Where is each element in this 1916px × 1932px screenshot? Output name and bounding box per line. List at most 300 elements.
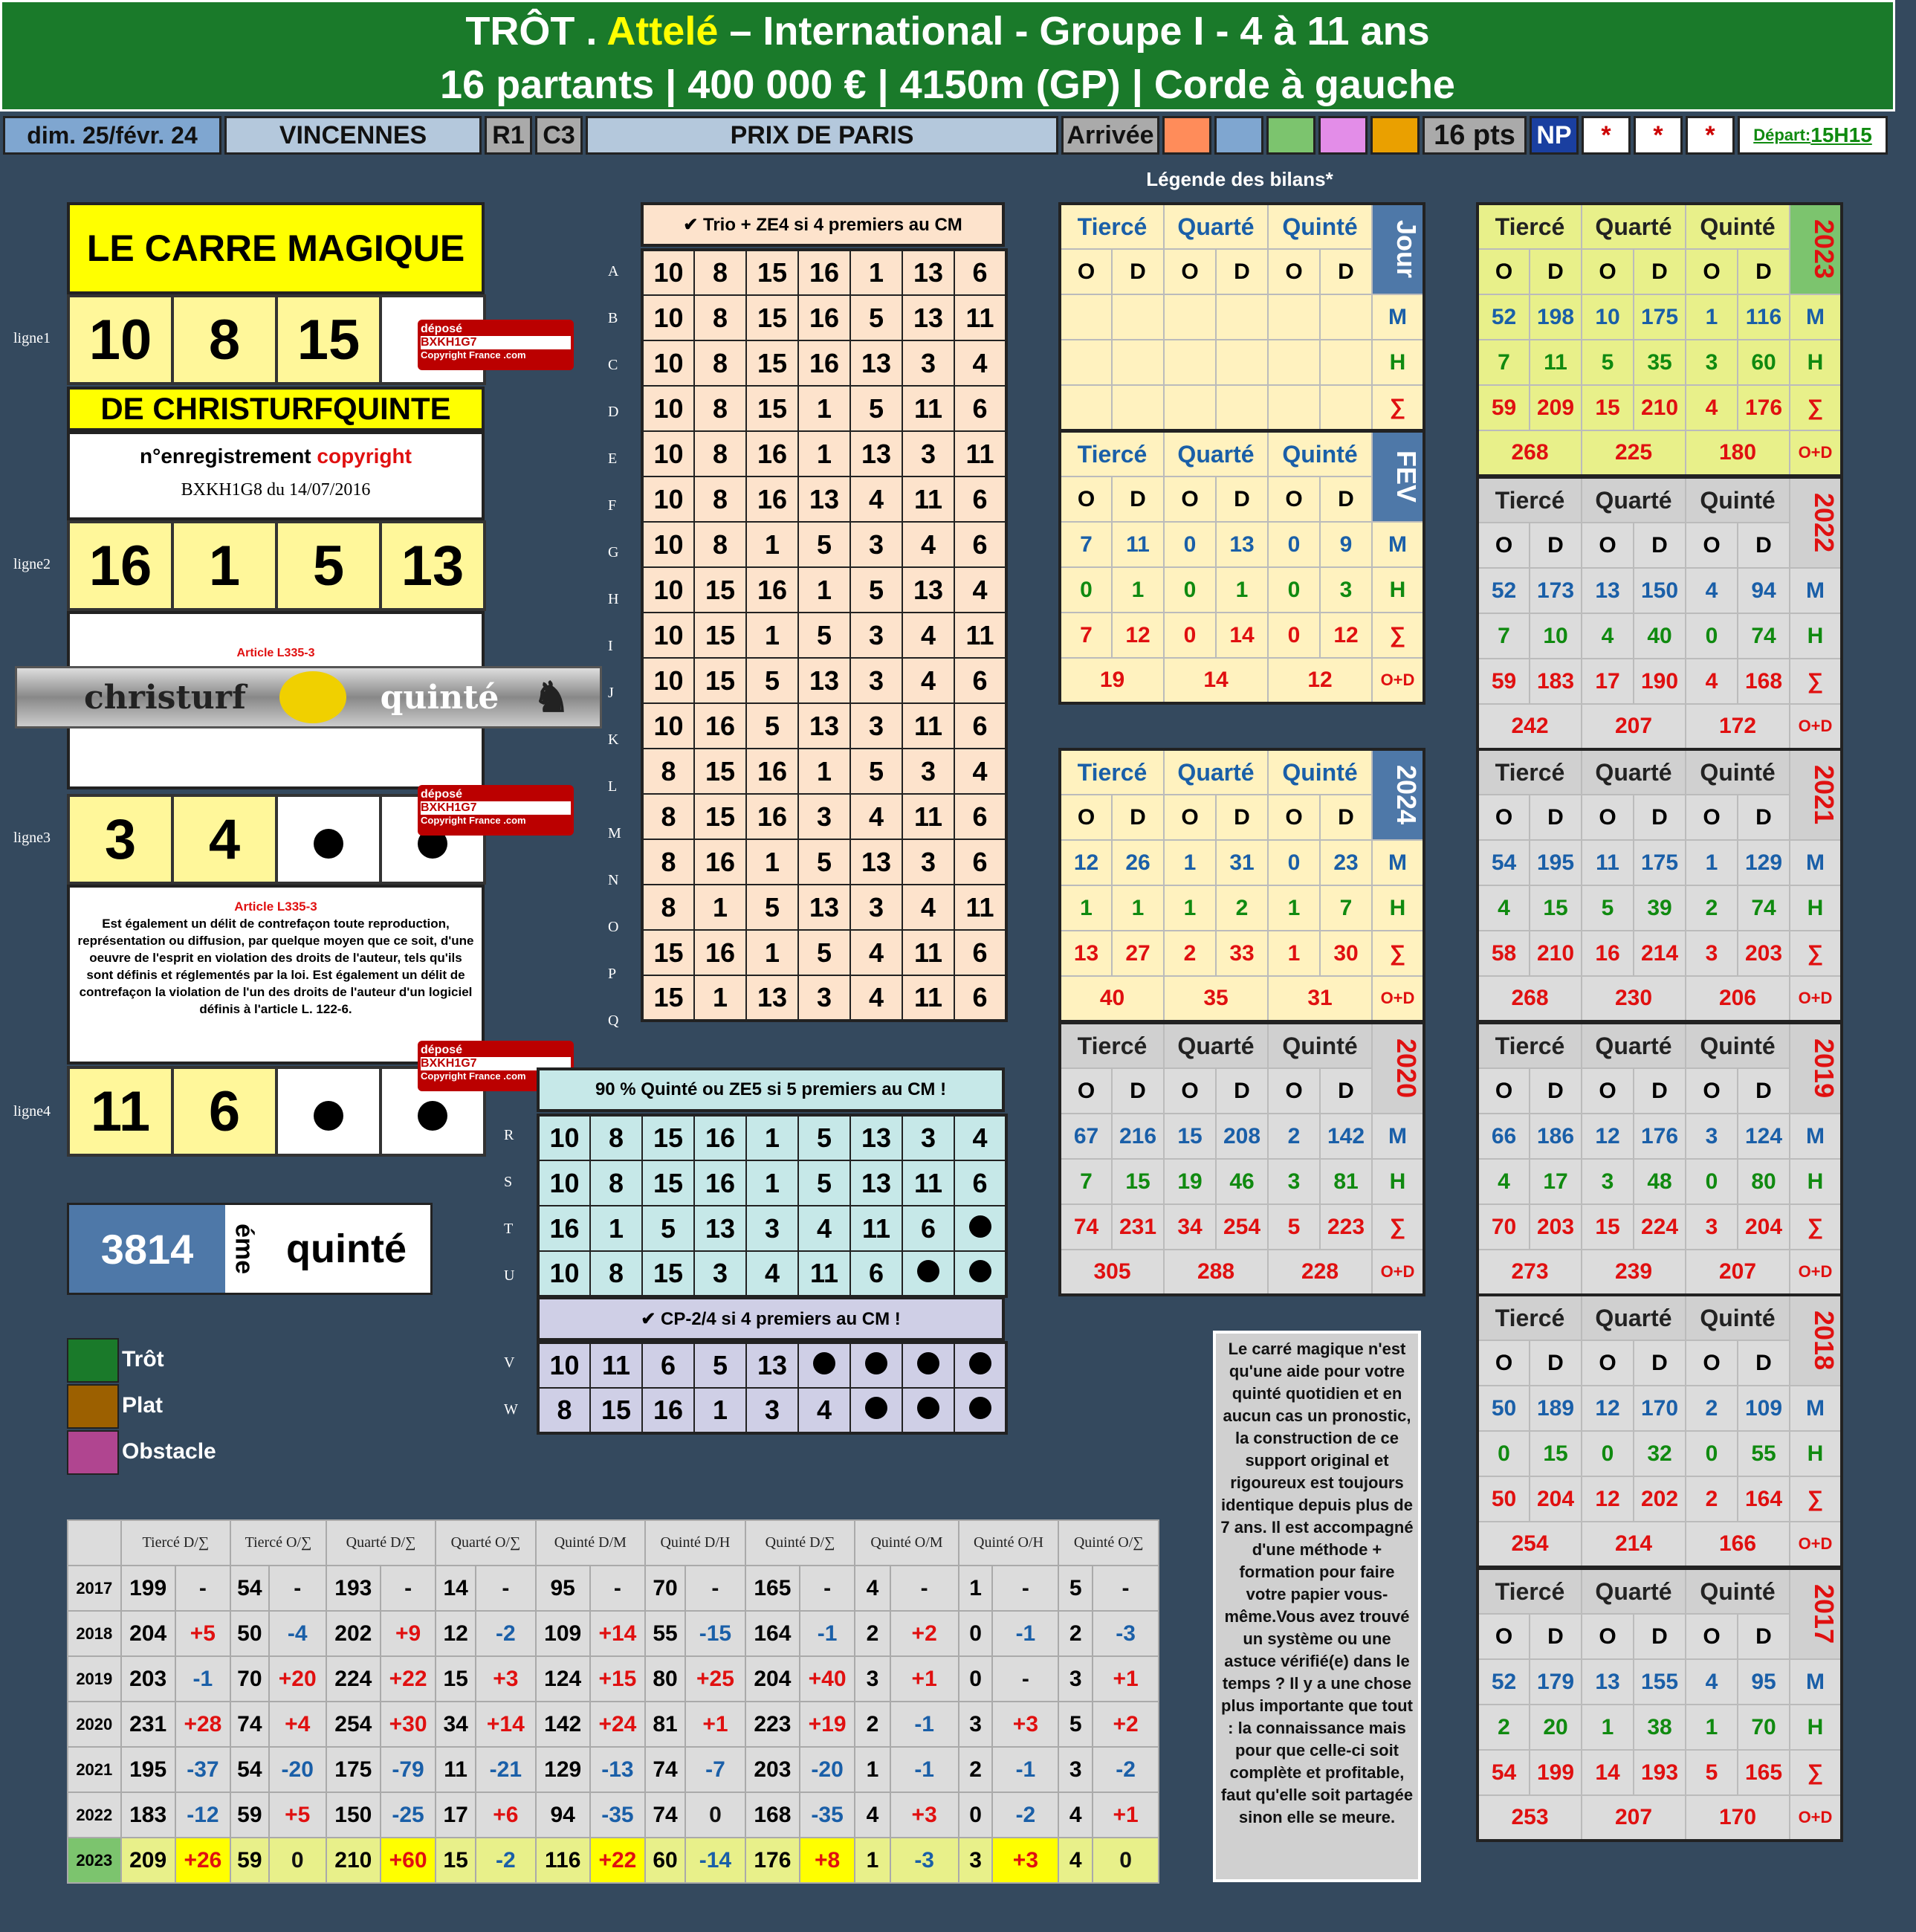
- table-cell: 11: [902, 386, 954, 431]
- od-cell: O: [1686, 1614, 1738, 1659]
- race-category: – International - Groupe I - 4 à 11 ans: [729, 9, 1430, 54]
- table-cell: 3: [902, 749, 954, 794]
- bilan-row-label: O+D: [1790, 976, 1842, 1021]
- bilan-value: [1112, 340, 1164, 385]
- stats-value: 175: [326, 1747, 381, 1792]
- bilan-total: 239: [1582, 1250, 1686, 1295]
- table-cell: 3: [798, 794, 850, 839]
- bilan-value: 1: [1060, 885, 1112, 931]
- stats-value: -4: [269, 1611, 326, 1656]
- dot-icon: [917, 1260, 939, 1282]
- bilan-value: 210: [1530, 931, 1582, 976]
- bilan-value: 129: [1738, 840, 1790, 885]
- bilan-value: 176: [1634, 1114, 1686, 1159]
- table-cell: 15: [746, 295, 798, 340]
- stats-value: -12: [175, 1792, 230, 1838]
- stats-value: 1: [855, 1747, 890, 1792]
- bilan-value: 4: [1478, 885, 1530, 931]
- bilan-row-label: ∑: [1372, 1204, 1424, 1250]
- bilan-value: 52: [1478, 294, 1530, 340]
- bilan-value: 7: [1060, 1159, 1112, 1204]
- count-suffix: éme: [230, 1223, 259, 1275]
- od-cell: O: [1686, 1340, 1738, 1386]
- table-cell: 5: [746, 658, 798, 703]
- bilan-head: Quarté: [1582, 1568, 1686, 1614]
- stats-value: +26: [175, 1838, 230, 1883]
- stats-value: -13: [590, 1747, 645, 1792]
- bilan-value: 2: [1686, 1386, 1738, 1431]
- stamp-top: déposé: [421, 323, 463, 335]
- bilan-value: 9: [1320, 522, 1372, 567]
- table-cell: [902, 1343, 954, 1388]
- ligne2-label: ligne2: [13, 556, 51, 572]
- stats-value: 0: [959, 1611, 993, 1656]
- bilan-value: [1268, 340, 1320, 385]
- table-cell: 15: [746, 340, 798, 386]
- table-cell: 4: [850, 476, 902, 522]
- table-cell: 5: [850, 567, 902, 613]
- stats-value: -: [1093, 1566, 1159, 1611]
- bilan-row-label: H: [1372, 1159, 1424, 1204]
- bilan-value: 59: [1478, 659, 1530, 704]
- stats-value: 150: [326, 1792, 381, 1838]
- table-cell: 16: [694, 1160, 746, 1206]
- stats-value: 50: [230, 1611, 269, 1656]
- stats-value: 1: [855, 1838, 890, 1883]
- bilan-value: [1164, 340, 1216, 385]
- table-cell: 11: [902, 1160, 954, 1206]
- stats-value: -1: [992, 1747, 1058, 1792]
- table-cell: 1: [694, 885, 746, 930]
- stats-value: 11: [436, 1747, 476, 1792]
- bilan-value: 2: [1164, 931, 1216, 976]
- table-cell: 5: [798, 930, 850, 975]
- dot-icon: [418, 1101, 447, 1131]
- table-cell: 13: [746, 1343, 798, 1388]
- table-cell: 10: [642, 567, 694, 613]
- carre-cell-empty: [276, 1067, 381, 1155]
- od-cell: O: [1060, 795, 1112, 840]
- bilan-value: [1268, 385, 1320, 430]
- bilan-total: 14: [1164, 658, 1268, 703]
- carre-subtitle: DE CHRISTURFQUINTE: [67, 387, 485, 431]
- stats-value: -: [685, 1566, 745, 1611]
- stats-value: 2: [855, 1611, 890, 1656]
- trio-table: [641, 248, 1008, 1022]
- bilan-head: Tiercé: [1478, 749, 1582, 795]
- table-cell: 15: [694, 794, 746, 839]
- carre-cell: 10: [68, 296, 172, 384]
- stats-value: -: [992, 1656, 1058, 1702]
- stats-row: [68, 1747, 1159, 1792]
- stats-value: 0: [959, 1656, 993, 1702]
- bilan-value: 17: [1530, 1159, 1582, 1204]
- od-cell: D: [1216, 1068, 1268, 1114]
- od-cell: D: [1738, 249, 1790, 294]
- table-cell: 5: [798, 1115, 850, 1160]
- bilan-value: 31: [1216, 840, 1268, 885]
- bilan-head: Tiercé: [1060, 749, 1164, 795]
- bilan-value: 7: [1320, 885, 1372, 931]
- table-cell: 11: [954, 613, 1006, 658]
- stats-value: +1: [1093, 1792, 1159, 1838]
- table-cell: 5: [694, 1343, 746, 1388]
- bilan-total: 207: [1582, 704, 1686, 749]
- od-cell: O: [1060, 249, 1112, 294]
- stats-value: 3: [855, 1656, 890, 1702]
- table-row: [642, 522, 1006, 567]
- stats-value: -20: [800, 1747, 855, 1792]
- table-cell: 6: [954, 386, 1006, 431]
- ligne1-label: ligne1: [13, 330, 51, 346]
- od-cell: O: [1478, 1068, 1530, 1114]
- table-cell: 11: [954, 431, 1006, 476]
- table-cell: 13: [850, 1160, 902, 1206]
- table-cell: 4: [850, 975, 902, 1021]
- carre-ligne2: [67, 520, 486, 611]
- stats-value: +4: [269, 1702, 326, 1747]
- stats-value: 2: [855, 1702, 890, 1747]
- venue: VINCENNES: [224, 116, 482, 155]
- stats-value: 70: [230, 1656, 269, 1702]
- stats-value: 4: [855, 1792, 890, 1838]
- bilan-value: [1216, 385, 1268, 430]
- od-cell: D: [1530, 1068, 1582, 1114]
- od-cell: O: [1268, 1068, 1320, 1114]
- bilan-value: 1: [1686, 840, 1738, 885]
- bilan-value: 254: [1216, 1204, 1268, 1250]
- stats-value: 0: [959, 1792, 993, 1838]
- bilan-head: Quarté: [1164, 749, 1268, 795]
- stats-row: [68, 1838, 1159, 1883]
- year-label: 2017: [1809, 1584, 1839, 1644]
- bilan-y2023: [1476, 202, 1843, 477]
- table-cell: 10: [642, 476, 694, 522]
- table-cell: 4: [850, 930, 902, 975]
- bilan-total: 166: [1686, 1522, 1790, 1567]
- stats-value: 17: [436, 1792, 476, 1838]
- table-cell: 1: [746, 930, 798, 975]
- bilan-value: 50: [1478, 1476, 1530, 1522]
- table-cell: 4: [954, 749, 1006, 794]
- table-cell: 3: [902, 1115, 954, 1160]
- od-cell: D: [1320, 249, 1372, 294]
- stats-value: 223: [745, 1702, 800, 1747]
- stats-value: 59: [230, 1792, 269, 1838]
- row-label: A: [608, 263, 619, 280]
- bilan-value: 23: [1320, 840, 1372, 885]
- bilan-value: [1164, 294, 1216, 340]
- row-label: Q: [608, 1012, 619, 1029]
- bilan-value: 81: [1320, 1159, 1372, 1204]
- bilan-row-label: H: [1372, 885, 1424, 931]
- stats-value: -2: [1093, 1747, 1159, 1792]
- bilan-head: Quarté: [1164, 1023, 1268, 1068]
- stats-value: +9: [381, 1611, 436, 1656]
- od-cell: O: [1060, 476, 1112, 522]
- bilan-value: 0: [1060, 567, 1112, 613]
- stats-value: -37: [175, 1747, 230, 1792]
- od-cell: D: [1530, 249, 1582, 294]
- bilan-total: 228: [1268, 1250, 1372, 1295]
- dot-icon: [969, 1215, 991, 1238]
- bilan-head: Quarté: [1582, 749, 1686, 795]
- bilan-value: 46: [1216, 1159, 1268, 1204]
- bilan-value: 210: [1634, 385, 1686, 430]
- bilan-head: Quinté: [1686, 204, 1790, 249]
- stats-value: 81: [645, 1702, 685, 1747]
- table-cell: 15: [642, 1115, 694, 1160]
- table-cell: 11: [902, 930, 954, 975]
- stats-head: Quarté O/∑: [436, 1520, 535, 1566]
- table-cell: 3: [746, 1388, 798, 1433]
- stats-row: [68, 1702, 1159, 1747]
- table-cell: 13: [798, 885, 850, 930]
- bilan-value: 10: [1582, 294, 1634, 340]
- bilan-value: 94: [1738, 568, 1790, 613]
- bilan-row-label: H: [1790, 885, 1842, 931]
- table-cell: 3: [798, 975, 850, 1021]
- count-word: quinté: [286, 1227, 407, 1271]
- bilan-value: 1: [1164, 840, 1216, 885]
- stats-value: 74: [230, 1702, 269, 1747]
- bilan-total: 35: [1164, 976, 1268, 1021]
- arrivee-slot-4: [1318, 116, 1368, 155]
- stats-year: 2022: [68, 1792, 121, 1838]
- stamp-code: BXKH1G7: [421, 1057, 571, 1070]
- carre-cell: 4: [172, 795, 276, 883]
- bilan-value: 40: [1634, 613, 1686, 659]
- table-cell: 15: [642, 1160, 694, 1206]
- bilan-head: Quarté: [1582, 1295, 1686, 1340]
- table-cell: 13: [798, 658, 850, 703]
- legend-trot: Trôt: [122, 1347, 164, 1372]
- bilan-value: 14: [1582, 1750, 1634, 1795]
- stats-value: -35: [590, 1792, 645, 1838]
- table-cell: 3: [850, 885, 902, 930]
- table-cell: 13: [902, 295, 954, 340]
- table-cell: 6: [954, 703, 1006, 749]
- table-cell: 4: [798, 1388, 850, 1433]
- table-cell: 8: [694, 386, 746, 431]
- quint-title: 90 % Quinté ou ZE5 si 5 premiers au CM !: [537, 1067, 1005, 1112]
- bilan-total: 207: [1582, 1795, 1686, 1841]
- bilan-value: 3: [1320, 567, 1372, 613]
- stats-value: -25: [381, 1792, 436, 1838]
- stats-value: +22: [381, 1656, 436, 1702]
- bilan-value: 54: [1478, 1750, 1530, 1795]
- table-cell: 6: [954, 839, 1006, 885]
- table-cell: 5: [746, 703, 798, 749]
- bilan-row-label: ∑: [1790, 1750, 1842, 1795]
- table-cell: 3: [850, 703, 902, 749]
- table-cell: [798, 1343, 850, 1388]
- bilan-value: 1: [1686, 294, 1738, 340]
- stats-value: -20: [269, 1747, 326, 1792]
- stats-value: 204: [121, 1611, 175, 1656]
- stats-value: +5: [269, 1792, 326, 1838]
- table-cell: 16: [746, 567, 798, 613]
- bilan-value: 4: [1478, 1159, 1530, 1204]
- table-row: [642, 431, 1006, 476]
- bilan-value: 2: [1686, 1476, 1738, 1522]
- stats-row: [68, 1656, 1159, 1702]
- bilan-y2021: [1476, 748, 1843, 1023]
- bilan-value: 155: [1634, 1659, 1686, 1705]
- bilan-value: 4: [1582, 613, 1634, 659]
- bilan-jour: [1058, 202, 1425, 432]
- bilan-value: 190: [1634, 659, 1686, 704]
- stats-value: 4: [1058, 1792, 1093, 1838]
- bilan-value: 0: [1268, 840, 1320, 885]
- stats-value: 3: [959, 1838, 993, 1883]
- table-cell: 8: [694, 250, 746, 295]
- table-cell: 11: [902, 476, 954, 522]
- table-cell: 10: [642, 250, 694, 295]
- np-slot-3: *: [1686, 116, 1735, 155]
- bilan-y2018: [1476, 1293, 1843, 1568]
- od-cell: O: [1268, 249, 1320, 294]
- bilan-value: [1112, 385, 1164, 430]
- table-cell: 4: [798, 1206, 850, 1251]
- dot-icon: [314, 829, 343, 859]
- info-bar: [0, 113, 1895, 156]
- bilan-row-label: H: [1790, 1705, 1842, 1750]
- bilan-value: 70: [1738, 1705, 1790, 1750]
- table-row: [538, 1388, 1006, 1433]
- bilan-row-label: M: [1790, 1659, 1842, 1705]
- bilan-value: [1060, 294, 1112, 340]
- bilan-value: 74: [1738, 885, 1790, 931]
- stamp-bottom: Copyright France .com: [421, 815, 526, 826]
- bilan-value: 12: [1320, 613, 1372, 658]
- stats-head: Quinté D/∑: [745, 1520, 855, 1566]
- stats-value: 124: [536, 1656, 590, 1702]
- table-cell: 10: [642, 522, 694, 567]
- year-label: 2022: [1809, 493, 1839, 553]
- table-cell: 15: [642, 930, 694, 975]
- reunion-number: R1: [485, 116, 532, 155]
- info-note: Le carré magique n'est qu'une aide pour votre quinté quotidien et en aucun cas un pronostic, la construction de ce support original et rigoureux est toujours identique depuis plus de 7 ans. Il est accompagné d'une méthode + formation pour faire votre papier vous-même.Vous avez trouvé un système ou une astuce vérifié(e) dans le temps ? Il y a une chose plus importante que tout : la connaissance mais pour que celle-ci soit complète et profitable, faut qu'elle soit partagée sinon elle se meure.: [1213, 1331, 1421, 1882]
- table-cell: 16: [694, 930, 746, 975]
- od-cell: O: [1164, 476, 1216, 522]
- stats-value: -3: [890, 1838, 959, 1883]
- bilan-total: 170: [1686, 1795, 1790, 1841]
- bilan-value: 11: [1112, 522, 1164, 567]
- table-cell: 4: [902, 658, 954, 703]
- table-cell: 8: [694, 522, 746, 567]
- stats-value: 74: [645, 1747, 685, 1792]
- bilan-value: 4: [1686, 659, 1738, 704]
- row-label: R: [504, 1127, 514, 1143]
- dot-icon: [969, 1352, 991, 1374]
- row-label: F: [608, 497, 617, 514]
- stats-value: 210: [326, 1838, 381, 1883]
- table-cell: 1: [694, 975, 746, 1021]
- np-slot-1: *: [1582, 116, 1631, 155]
- carre-cell: 8: [172, 296, 276, 384]
- bilan-value: 12: [1582, 1386, 1634, 1431]
- stats-value: -1: [175, 1656, 230, 1702]
- legend-plat-swatch: [67, 1384, 119, 1429]
- table-cell: [954, 1388, 1006, 1433]
- row-label: B: [608, 310, 618, 326]
- od-cell: O: [1686, 523, 1738, 568]
- bilan-value: 193: [1634, 1750, 1686, 1795]
- od-cell: O: [1478, 523, 1530, 568]
- bilan-total: 225: [1582, 430, 1686, 476]
- table-cell: 10: [642, 703, 694, 749]
- table-cell: 3: [850, 522, 902, 567]
- bilan-value: 13: [1060, 931, 1112, 976]
- bilan-value: 189: [1530, 1386, 1582, 1431]
- table-cell: 10: [538, 1160, 590, 1206]
- year-label: 2024: [1391, 765, 1422, 825]
- stamp-code: BXKH1G7: [421, 801, 571, 815]
- trio-title: ✔ Trio + ZE4 si 4 premiers au CM: [641, 202, 1005, 247]
- stats-head: Tiercé D/∑: [121, 1520, 230, 1566]
- stats-value: 4: [1058, 1838, 1093, 1883]
- row-label: K: [608, 731, 619, 748]
- stats-value: 193: [326, 1566, 381, 1611]
- od-cell: D: [1738, 1068, 1790, 1114]
- od-cell: O: [1478, 795, 1530, 840]
- arrivee-slot-5: [1370, 116, 1420, 155]
- table-cell: 10: [538, 1343, 590, 1388]
- stats-value: -35: [800, 1792, 855, 1838]
- table-cell: 11: [902, 975, 954, 1021]
- arrivee-slot-1: [1162, 116, 1211, 155]
- bilan-value: 195: [1530, 840, 1582, 885]
- bilan-total: 19: [1060, 658, 1164, 703]
- bilan-head: Quarté: [1582, 204, 1686, 249]
- stats-head: Quinté O/∑: [1058, 1520, 1159, 1566]
- bilan-y2017: [1476, 1567, 1843, 1842]
- bilan-total: 230: [1582, 976, 1686, 1021]
- row-label: T: [504, 1221, 514, 1237]
- table-cell: 3: [746, 1206, 798, 1251]
- bilan-row-label: ∑: [1372, 613, 1424, 658]
- table-cell: 11: [954, 295, 1006, 340]
- bilan-value: 231: [1112, 1204, 1164, 1250]
- stats-value: +3: [992, 1838, 1058, 1883]
- stats-value: 95: [536, 1566, 590, 1611]
- bilan-value: 12: [1112, 613, 1164, 658]
- stats-value: 15: [436, 1656, 476, 1702]
- stats-year: 2023: [68, 1838, 121, 1883]
- bilan-value: 0: [1164, 613, 1216, 658]
- bilan-side-label: [1790, 1568, 1842, 1659]
- bilan-value: 55: [1738, 1431, 1790, 1476]
- table-cell: 16: [798, 250, 850, 295]
- stats-corner: [68, 1520, 121, 1566]
- bilan-total: 242: [1478, 704, 1582, 749]
- bilan-value: 4: [1686, 568, 1738, 613]
- bilan-value: 3: [1686, 1204, 1738, 1250]
- row-label: H: [608, 591, 619, 607]
- stats-value: 5: [1058, 1702, 1093, 1747]
- table-row: [642, 658, 1006, 703]
- table-cell: 5: [798, 839, 850, 885]
- stats-value: -2: [476, 1838, 536, 1883]
- table-cell: 5: [850, 295, 902, 340]
- bilan-value: 176: [1738, 385, 1790, 430]
- stats-value: 4: [855, 1566, 890, 1611]
- stamp-bottom: Copyright France .com: [421, 349, 526, 361]
- table-cell: 13: [798, 476, 850, 522]
- stats-value: 165: [745, 1566, 800, 1611]
- stats-value: +1: [890, 1656, 959, 1702]
